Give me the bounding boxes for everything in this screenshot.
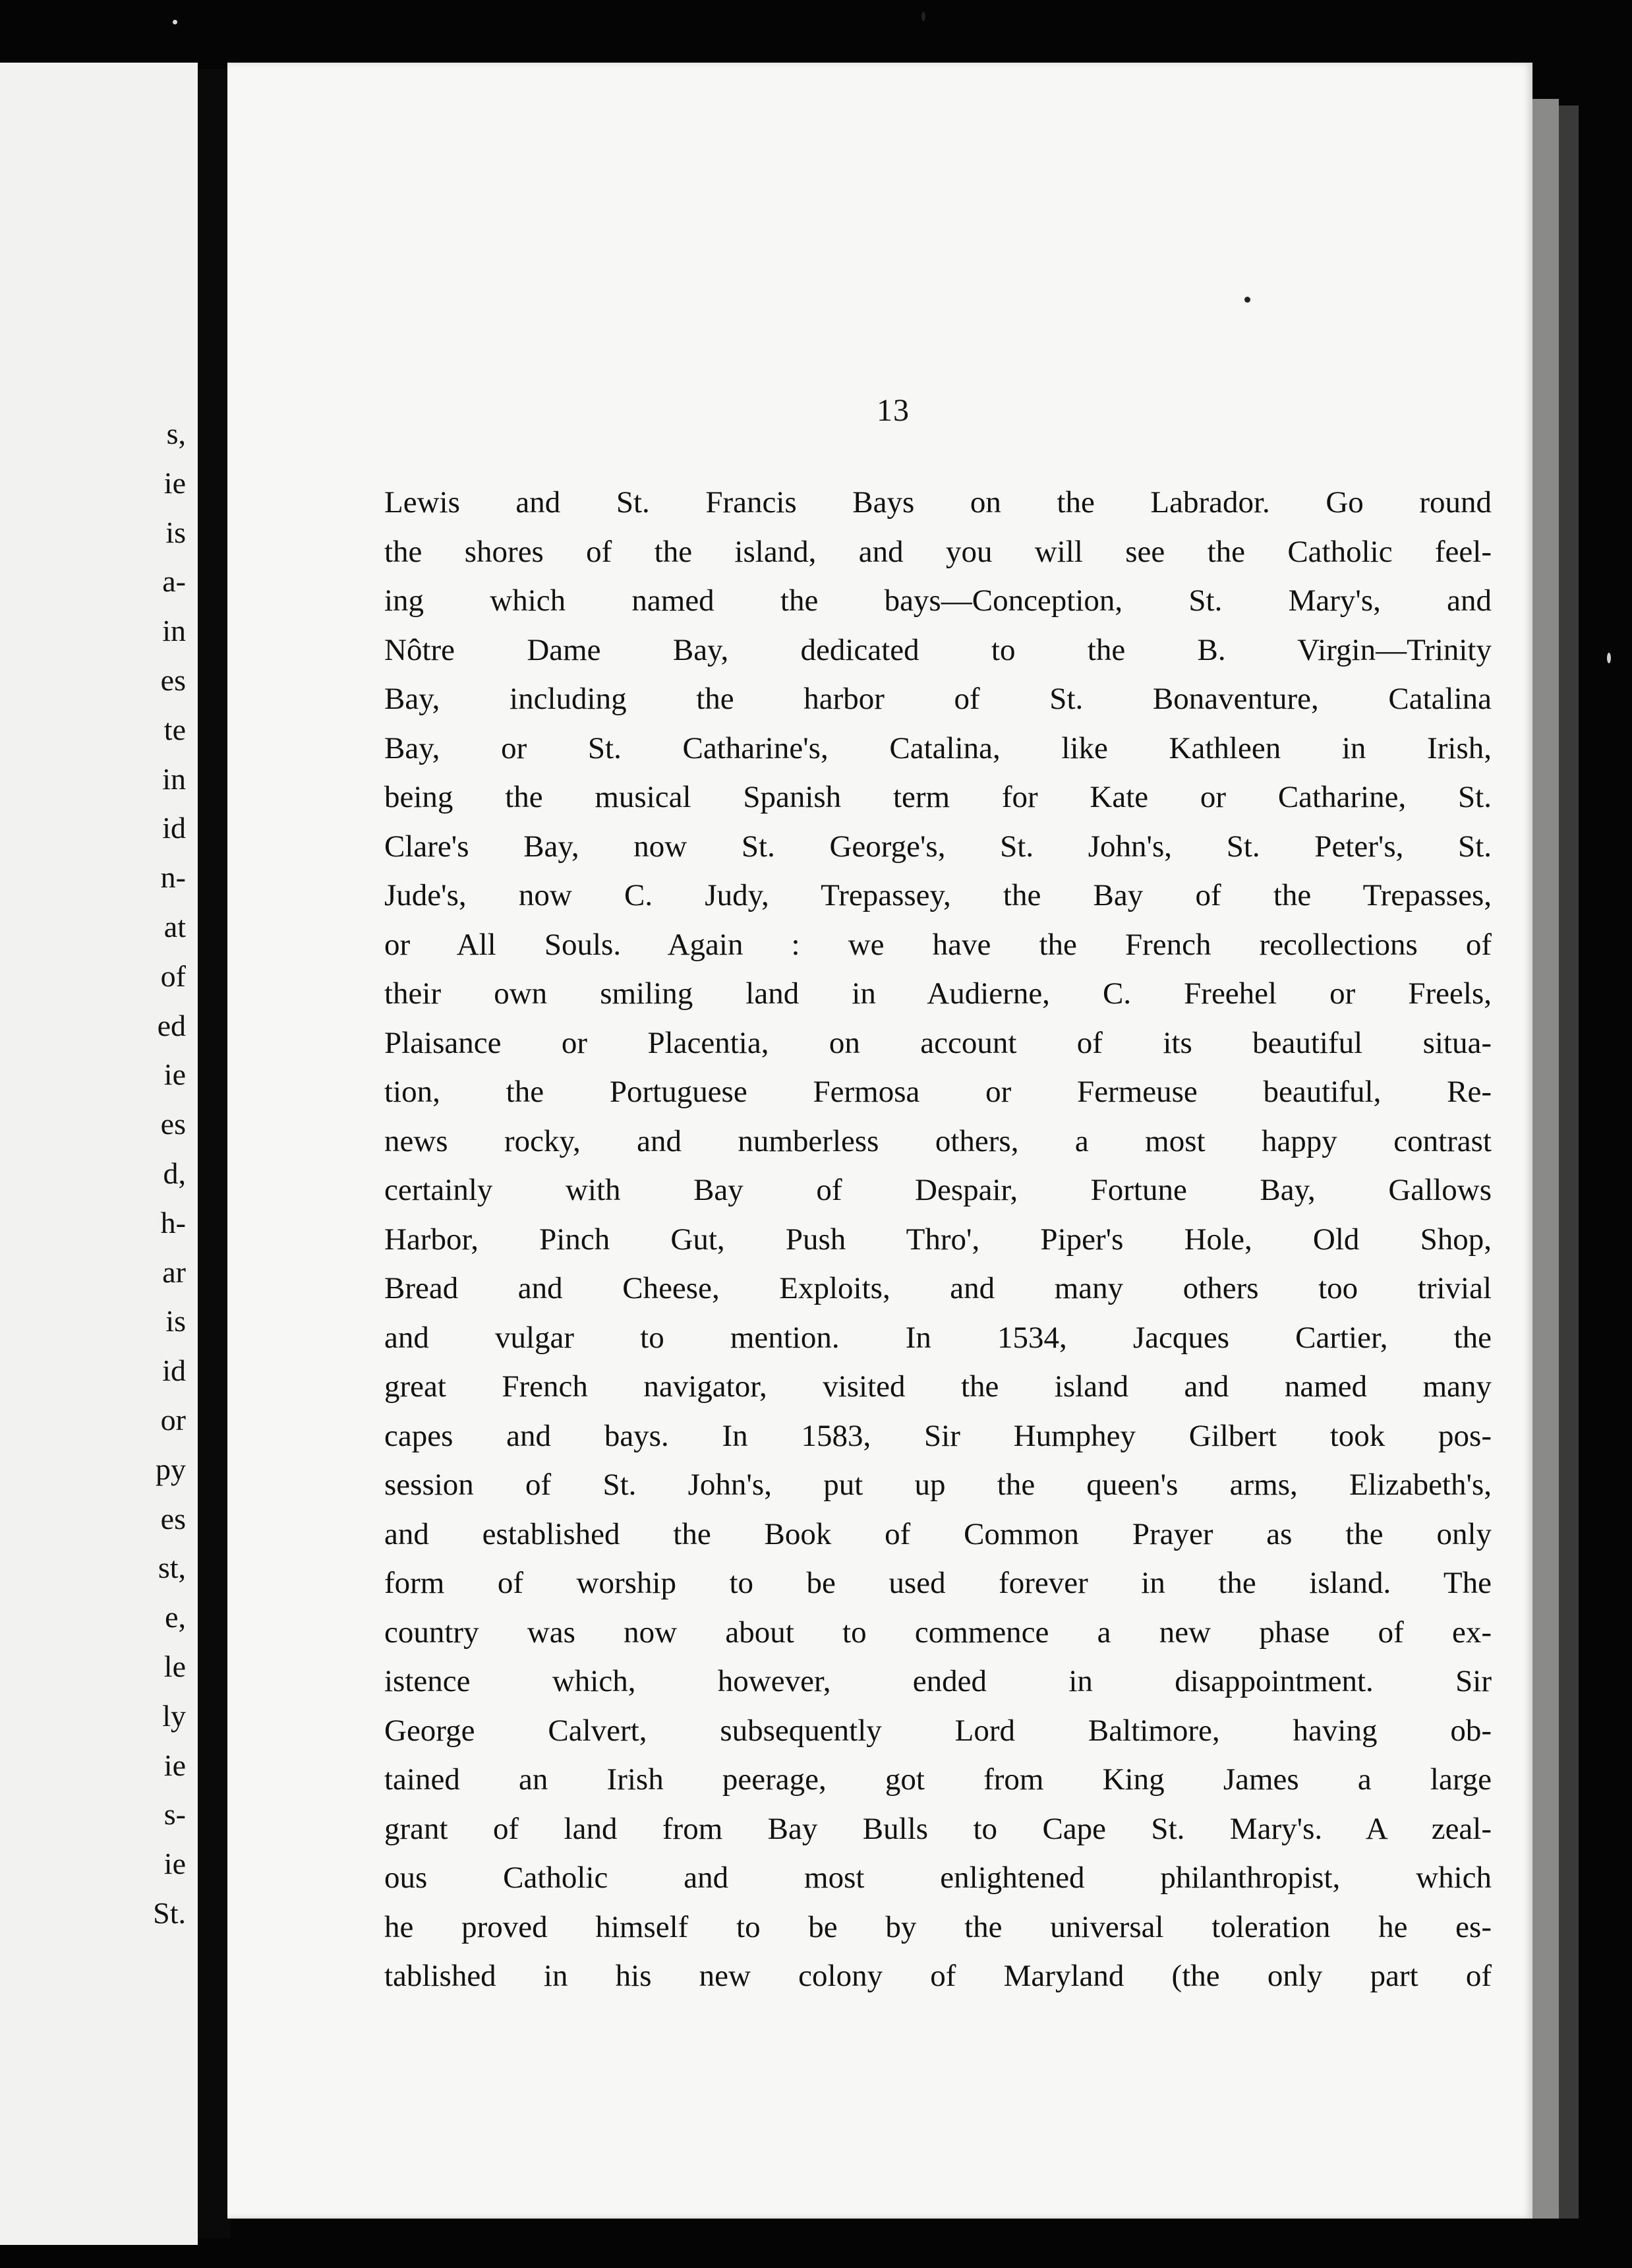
- cover-edge-strip: [1559, 105, 1579, 2219]
- previous-page-line-ending: ie: [163, 465, 186, 500]
- previous-page-line-ending: in: [162, 761, 186, 796]
- page-body-text: [384, 478, 1492, 2001]
- text-line: being the musical Spanish term for Kate or Catharine, St.: [384, 780, 1492, 814]
- text-line: ing which named the bays—Conception, St. Mary's, and: [384, 583, 1492, 618]
- text-line: tained an Irish peerage, got from King James a large: [384, 1762, 1492, 1797]
- previous-page-line-ending: s-: [163, 1797, 186, 1832]
- text-line: Bay, including the harbor of St. Bonaventure, Catalina: [384, 682, 1492, 716]
- text-line: Harbor, Pinch Gut, Push Thro', Piper's Hole, Old Shop,: [384, 1222, 1492, 1257]
- text-line: the shores of the island, and you will see the Catholic feel-: [384, 534, 1492, 569]
- text-line: George Calvert, subsequently Lord Baltimore, having ob-: [384, 1713, 1492, 1748]
- text-line: form of worship to be used forever in the island. The: [384, 1566, 1492, 1600]
- previous-page-line-ending: le: [163, 1650, 186, 1683]
- text-line: Jude's, now C. Judy, Trepassey, the Bay of the Trepasses,: [384, 878, 1492, 912]
- text-line: tablished in his new colony of Maryland (the only part of: [384, 1959, 1492, 1993]
- text-line: session of St. John's, put up the queen's arms, Elizabeth's,: [384, 1468, 1492, 1502]
- previous-page-line-ending: py: [156, 1452, 186, 1486]
- text-line: capes and bays. In 1583, Sir Humphey Gilbert took pos-: [384, 1418, 1492, 1453]
- text-line: country was now about to commence a new phase of ex-: [384, 1615, 1492, 1650]
- previous-page-line-ending: ie: [163, 1058, 186, 1092]
- page-number: [227, 392, 1532, 429]
- scan-speck: [1607, 653, 1611, 663]
- scan-speck: [1244, 297, 1250, 303]
- text-line: Lewis and St. Francis Bays on the Labrador. Go round: [384, 485, 1492, 520]
- previous-page-line-ending: d,: [163, 1156, 186, 1190]
- text-line: Bay, or St. Catharine's, Catalina, like Kathleen in Irish,: [384, 731, 1492, 765]
- text-line: he proved himself to be by the universal toleration he es-: [384, 1909, 1492, 1944]
- text-line: Bread and Cheese, Exploits, and many others too trivial: [384, 1271, 1492, 1305]
- previous-page-line-ending: ar: [162, 1255, 186, 1289]
- previous-page-line-ending: is: [165, 1304, 186, 1338]
- previous-page-line-ending: es: [160, 663, 186, 697]
- previous-page-line-ending: es: [160, 1501, 186, 1536]
- text-line: Plaisance or Placentia, on account of its beautiful situa-: [384, 1025, 1492, 1060]
- previous-page-line-ending: ed: [157, 1008, 186, 1042]
- previous-page-line-ending: or: [160, 1403, 186, 1437]
- text-line: ous Catholic and most enlightened philanthropist, which: [384, 1861, 1492, 1895]
- previous-page-line-ending: st,: [158, 1551, 186, 1585]
- previous-page-line-ending: s,: [166, 417, 186, 450]
- previous-page-line-ending: ie: [163, 1748, 186, 1782]
- previous-page-line-ending: ie: [163, 1847, 186, 1881]
- scan-speck: [173, 20, 177, 24]
- previous-page-line-ending: a-: [162, 564, 186, 599]
- previous-page-line-ending: in: [162, 614, 186, 648]
- text-line: tion, the Portuguese Fermosa or Fermeuse beautiful, Re-: [384, 1075, 1492, 1109]
- previous-page-line-ending: at: [163, 910, 186, 943]
- text-line: news rocky, and numberless others, a most happy contrast: [384, 1123, 1492, 1158]
- text-line: certainly with Bay of Despair, Fortune Bay, Gallows: [384, 1173, 1492, 1207]
- previous-page-line-ending: es: [160, 1107, 186, 1141]
- previous-page-line-ending: id: [162, 1354, 186, 1388]
- previous-page-line-ending: ly: [162, 1698, 186, 1733]
- text-line: and vulgar to mention. In 1534, Jacques Cartier, the: [384, 1320, 1492, 1355]
- scan-speck: [921, 12, 925, 21]
- previous-page-line-ending: h-: [160, 1205, 186, 1239]
- text-line: their own smiling land in Audierne, C. Freehel or Freels,: [384, 976, 1492, 1011]
- book-page: [227, 63, 1532, 2219]
- text-line: and established the Book of Common Prayer as the only: [384, 1516, 1492, 1551]
- previous-page-line-ending: te: [163, 712, 186, 746]
- previous-page-line-ending: is: [165, 515, 186, 549]
- text-line: great French navigator, visited the island and named many: [384, 1369, 1492, 1404]
- previous-page-fragment: [0, 63, 198, 2245]
- page-edge-strip: [1532, 99, 1559, 2219]
- text-line: istence which, however, ended in disappointment. Sir: [384, 1664, 1492, 1698]
- previous-page-line-ending: n-: [160, 860, 186, 895]
- text-line: Clare's Bay, now St. George's, St. John's, St. Peter's, St.: [384, 829, 1492, 864]
- text-line: Nôtre Dame Bay, dedicated to the B. Virgin—Trinity: [384, 632, 1492, 667]
- page-number-text: 13: [877, 393, 910, 428]
- previous-page-line-ending: of: [160, 959, 186, 993]
- previous-page-line-ending: id: [162, 811, 186, 845]
- text-line: grant of land from Bay Bulls to Cape St. Mary's. A zeal-: [384, 1811, 1492, 1846]
- page-gutter: [198, 69, 231, 2238]
- previous-page-line-ending: St.: [153, 1896, 186, 1930]
- previous-page-line-ending: e,: [165, 1600, 186, 1634]
- text-line: or All Souls. Again : we have the French recollections of: [384, 927, 1492, 962]
